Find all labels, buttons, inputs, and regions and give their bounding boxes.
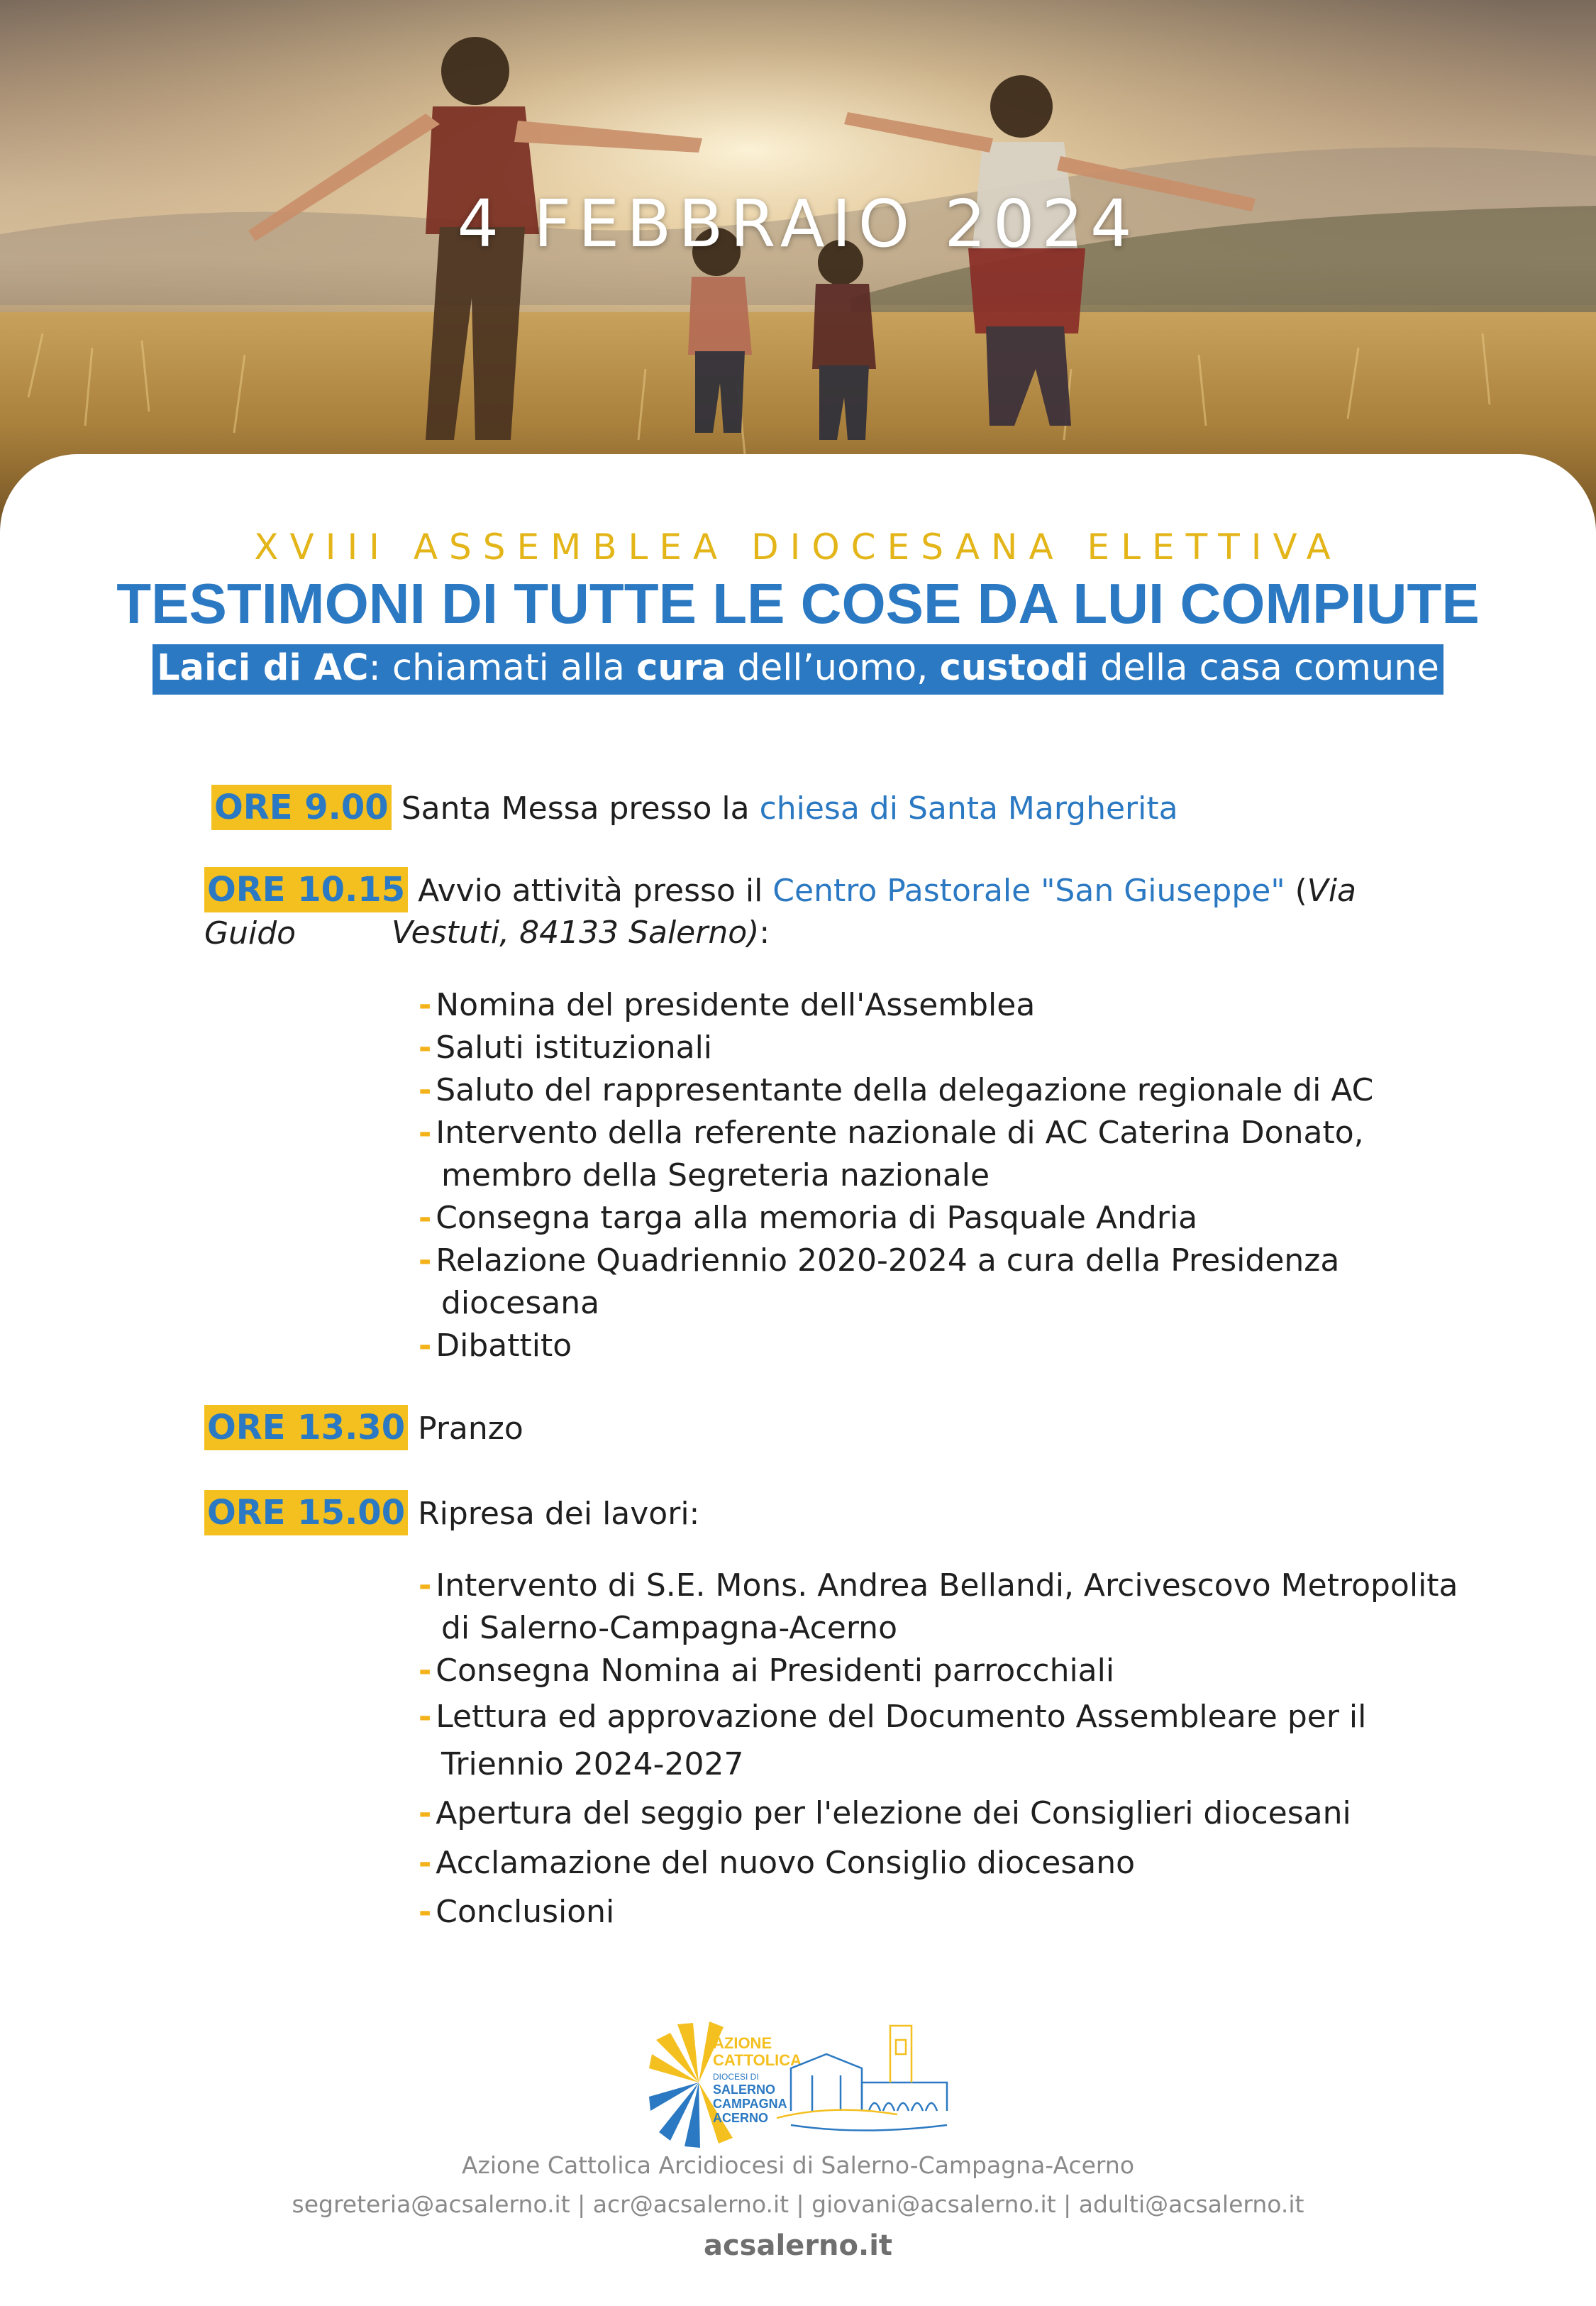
logo-text-3: DIOCESI DI bbox=[713, 2072, 759, 2082]
subtitle-text-3: della casa comune bbox=[1088, 647, 1439, 689]
list-item bbox=[419, 1565, 1458, 1607]
time-badge: ORE 9.00 bbox=[211, 785, 392, 830]
item-text: Saluto del rappresentante della delegazione regionale di AC bbox=[436, 1072, 1374, 1108]
item-text: Nomina del presidente dell'Assemblea bbox=[436, 987, 1036, 1023]
item-text: Apertura del seggio per l'elezione dei Consiglieri diocesani bbox=[436, 1795, 1351, 1831]
entry-text: Ripresa dei lavori: bbox=[408, 1496, 700, 1532]
list-item bbox=[419, 1792, 1351, 1835]
dash-bullet: - bbox=[419, 1328, 432, 1364]
logo-text-6: ACERNO bbox=[713, 2111, 769, 2125]
schedule-entry-1015 bbox=[204, 867, 1410, 955]
dash-bullet: - bbox=[419, 1242, 432, 1279]
dash-bullet: - bbox=[419, 1030, 432, 1066]
item-text: Relazione Quadriennio 2020-2024 a cura della Presidenza bbox=[436, 1242, 1340, 1279]
list-item bbox=[419, 1325, 572, 1367]
list-item bbox=[419, 1197, 1197, 1240]
dash-bullet: - bbox=[419, 987, 432, 1023]
subtitle-row bbox=[0, 644, 1596, 695]
time-badge: ORE 13.30 bbox=[204, 1405, 408, 1450]
schedule-entry-1330 bbox=[204, 1405, 523, 1450]
time-badge: ORE 10.15 bbox=[204, 867, 408, 912]
list-item-continuation: Triennio 2024-2027 bbox=[441, 1746, 744, 1782]
dash-bullet: - bbox=[419, 1072, 432, 1108]
item-text: Consegna targa alla memoria di Pasquale Andria bbox=[436, 1200, 1198, 1236]
item-text: Lettura ed approvazione del Documento Assembleare per il bbox=[436, 1699, 1367, 1735]
subtitle-text-1: : chiamati alla bbox=[368, 647, 637, 689]
item-text: Saluti istituzionali bbox=[436, 1030, 713, 1066]
list-item bbox=[419, 1650, 1114, 1692]
subtitle-bold-3: custodi bbox=[939, 647, 1089, 689]
location-link[interactable]: Centro Pastorale "San Giuseppe" bbox=[772, 873, 1285, 909]
entry-colon: : bbox=[759, 915, 770, 951]
list-item bbox=[419, 1891, 614, 1933]
item-text: Dibattito bbox=[436, 1328, 572, 1364]
list-item bbox=[419, 984, 1035, 1027]
item-text: Conclusioni bbox=[436, 1894, 615, 1930]
dash-bullet: - bbox=[419, 1894, 432, 1930]
dash-bullet: - bbox=[419, 1115, 432, 1151]
schedule-entry-1015-cont bbox=[392, 912, 770, 954]
logo-text-5: CAMPAGNA bbox=[713, 2097, 787, 2111]
item-text: Acclamazione del nuovo Consiglio diocesano bbox=[436, 1845, 1136, 1881]
schedule-entry-1500 bbox=[204, 1490, 699, 1535]
time-badge: ORE 15.00 bbox=[204, 1490, 408, 1535]
entry-text: Santa Messa presso la bbox=[391, 790, 760, 827]
subtitle-bold-1: Laici di AC bbox=[157, 647, 369, 689]
address-line-1: Via Guido bbox=[204, 873, 1357, 951]
event-title: TESTIMONI DI TUTTE LE COSE DA LUI COMPIUTE bbox=[116, 572, 1480, 635]
list-item-continuation: di Salerno-Campagna-Acerno bbox=[441, 1610, 897, 1646]
address-line-2: Vestuti, 84133 Salerno) bbox=[392, 915, 760, 951]
list-item bbox=[419, 1696, 1366, 1738]
footer-organization: Azione Cattolica Arcidiocesi di Salerno-Campagna-Acerno bbox=[461, 2151, 1135, 2179]
list-item bbox=[419, 1027, 712, 1069]
dash-bullet: - bbox=[419, 1845, 432, 1881]
item-text: Intervento della referente nazionale di AC Caterina Donato, bbox=[436, 1115, 1364, 1151]
logo-text-4: SALERNO bbox=[713, 2082, 776, 2097]
location-link[interactable]: chiesa di Santa Margherita bbox=[759, 790, 1178, 827]
item-text: Consegna Nomina ai Presidenti parrocchiali bbox=[436, 1653, 1115, 1689]
logo-text-1: AZIONE bbox=[713, 2034, 772, 2052]
dash-bullet: - bbox=[419, 1699, 432, 1735]
schedule-entry-0900 bbox=[211, 785, 1178, 830]
item-text: Intervento di S.E. Mons. Andrea Bellandi, Arcivescovo Metropolita bbox=[436, 1567, 1458, 1604]
subtitle-bold-2: cura bbox=[636, 647, 726, 689]
subtitle-text-2: dell’uomo, bbox=[726, 647, 940, 689]
event-subtitle bbox=[153, 644, 1443, 695]
list-item bbox=[419, 1112, 1364, 1154]
entry-text-paren: ( bbox=[1285, 873, 1307, 909]
entry-text: Avvio attività presso il bbox=[408, 873, 773, 909]
dash-bullet: - bbox=[419, 1653, 432, 1689]
event-date: 4 FEBBRAIO 2024 bbox=[457, 186, 1139, 262]
list-item bbox=[419, 1240, 1339, 1282]
dash-bullet: - bbox=[419, 1567, 432, 1604]
logo-text-2: CATTOLICA bbox=[713, 2051, 802, 2069]
footer-emails[interactable]: segreteria@acsalerno.it | acr@acsalerno.it | giovani@acsalerno.it | adulti@acsalerno.it bbox=[292, 2190, 1304, 2218]
list-item bbox=[419, 1842, 1135, 1885]
list-item bbox=[419, 1069, 1373, 1112]
footer-website-link[interactable]: acsalerno.it bbox=[703, 2229, 893, 2262]
cathedral-outline-icon bbox=[791, 2054, 947, 2131]
dash-bullet: - bbox=[419, 1200, 432, 1236]
azione-cattolica-logo bbox=[649, 2012, 961, 2153]
dash-bullet: - bbox=[419, 1795, 432, 1831]
assembly-eyebrow: XVIII ASSEMBLEA DIOCESANA ELETTIVA bbox=[254, 526, 1342, 568]
list-item-continuation: diocesana bbox=[441, 1285, 600, 1321]
entry-text: Pranzo bbox=[408, 1411, 523, 1447]
list-item-continuation: membro della Segreteria nazionale bbox=[441, 1157, 990, 1193]
